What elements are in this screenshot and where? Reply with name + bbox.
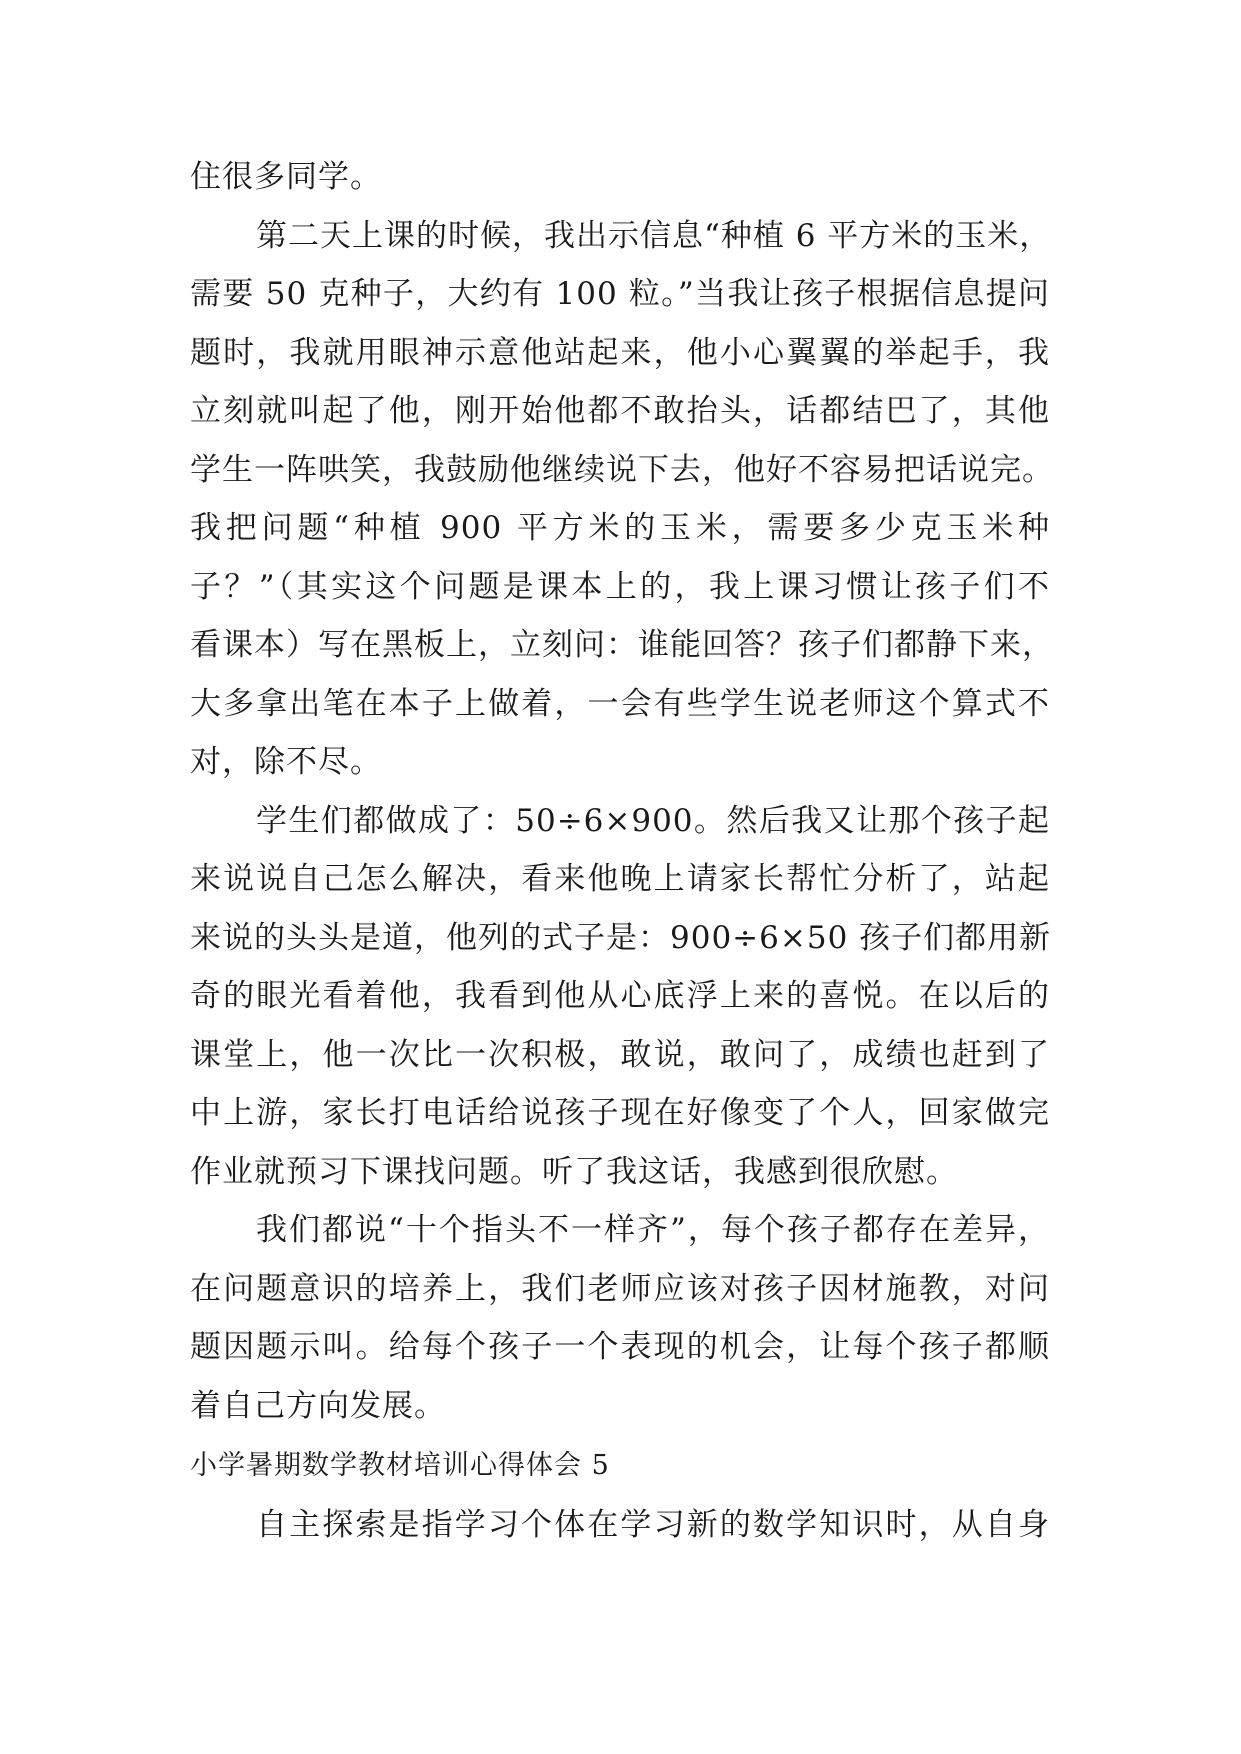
text-line: 第二天上课的时候，我出示信息“种植 6 平方米的玉米，: [256, 217, 1052, 254]
text-line: 奇的眼光看着他，我看到他从心底浮上来的喜悦。在以后的: [190, 978, 1050, 1014]
text-line: 大多拿出笔在本子上做着，一会有些学生说老师这个算式不: [190, 685, 1050, 722]
text-line: 住很多同学。: [190, 159, 382, 195]
text-line: 立刻就叫起了他，刚开始他都不敢抬头，话都结巴了，其他: [190, 393, 1050, 429]
text-line: 在问题意识的培养上，我们老师应该对孩子因材施教，对问: [190, 1270, 1050, 1307]
paragraph-3: [190, 792, 1050, 1202]
paragraph-4: [190, 1201, 1050, 1435]
text-line: 自主探索是指学习个体在学习新的数学知识时，从自身: [256, 1506, 1050, 1543]
text-line: 对，除不尽。: [190, 744, 382, 780]
text-line: 题因题示叫。给每个孩子一个表现的机会，让每个孩子都顺: [190, 1329, 1050, 1365]
paragraph-5: [190, 1496, 1050, 1555]
section-heading: 小学暑期数学教材培训心得体会 5: [190, 1450, 610, 1481]
text-line: 作业就预习下课找问题。听了我这话，我感到很欣慰。: [190, 1153, 958, 1190]
text-line: 来说的头头是道，他列的式子是：900÷6×50 孩子们都用新: [190, 919, 1052, 956]
document-page: [190, 148, 1054, 1554]
text-line: 看课本）写在黑板上，立刻问：谁能回答？孩子们都静下来，: [190, 627, 1054, 663]
text-line: 我把问题“种植 900 平方米的玉米，需要多少克玉米种: [190, 510, 1050, 546]
text-line: 着自己方向发展。: [190, 1387, 446, 1424]
text-line: 中上游，家长打电话给说孩子现在好像变了个人，回家做完: [190, 1095, 1050, 1131]
paragraph-2: [190, 207, 1054, 792]
text-line: 学生们都做成了：50÷6×900。然后我又让那个孩子起: [256, 802, 1050, 839]
text-line: 我们都说“十个指头不一样齐”，每个孩子都存在差异，: [256, 1212, 1050, 1248]
text-line: 题时，我就用眼神示意他站起来，他小心翼翼的举起手，我: [190, 334, 1050, 371]
paragraph-1: [190, 148, 1050, 207]
text-line: 课堂上，他一次比一次积极，敢说，敢问了，成绩也赶到了: [190, 1036, 1050, 1073]
text-line: 学生一阵哄笑，我鼓励他继续说下去，他好不容易把话说完。: [190, 451, 1054, 488]
text-line: 子？”（其实这个问题是课本上的，我上课习惯让孩子们不: [190, 568, 1050, 605]
text-line: 需要 50 克种子，大约有 100 粒。”当我让孩子根据信息提问: [190, 276, 1050, 312]
text-line: 来说说自己怎么解决，看来他晚上请家长帮忙分析了，站起: [190, 861, 1050, 897]
